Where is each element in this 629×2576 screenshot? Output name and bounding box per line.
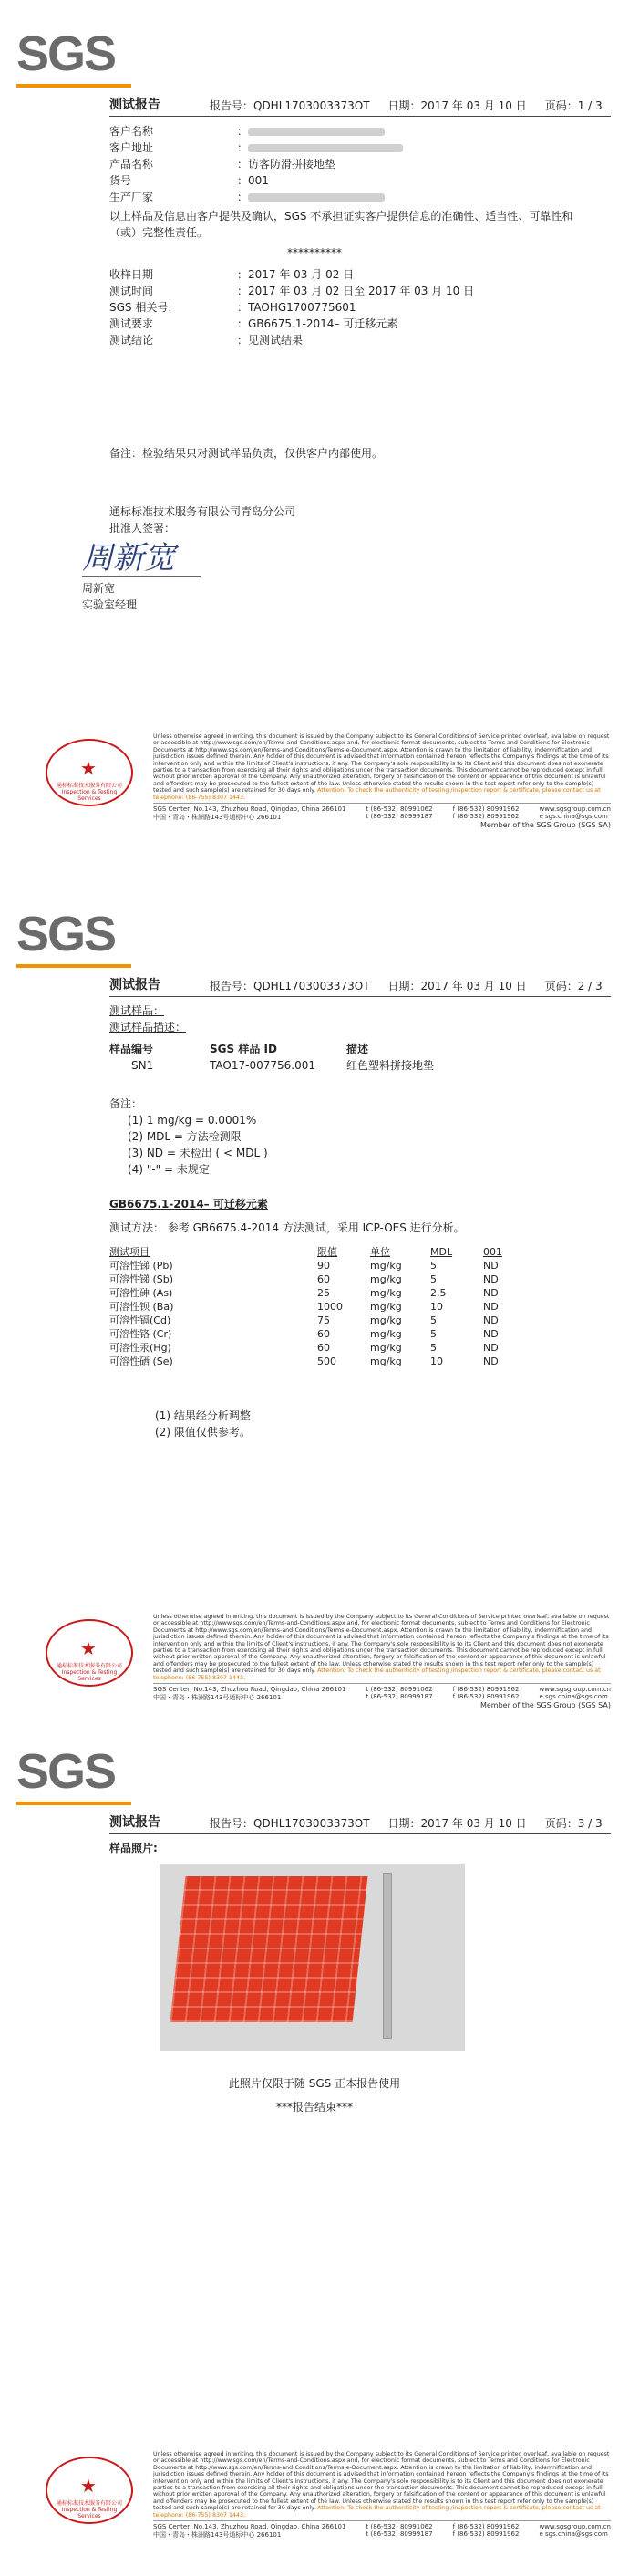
photo-caption: 此照片仅限于随 SGS 正本报告使用 (228, 2077, 401, 2090)
page-header (109, 1814, 611, 1834)
report-title: 测试报告 (109, 1815, 160, 1830)
red-mat-image (170, 1876, 368, 2022)
client-info (109, 123, 593, 205)
photo-label: 样品照片: (109, 1842, 158, 1854)
company-seal: ★ 通标标准技术服务有限公司 Inspection & Testing Services (46, 2457, 133, 2524)
terms-text: Unless otherwise agreed in writing, this document is issued by the Company subject to its General Conditions of Service printed overleaf, available on request or accessible at http://www.sgs.com/en/Terms-and-Conditions.aspx and, for electronic format documents, subject to Terms and Conditions for Electronic Documents at http://www.sgs.com/en/Terms-and-Conditions/Terms-e-Document.aspx. Attention is drawn to the limitation of liability, indemnification and jurisdiction issues defined therein. Any holder of this document is advised that information contained hereon reflects the Company's findings at the time of its intervention only and within the limits of Client's instructions, if any. The Company's sole responsibility is to its Client and this document does not exonerate parties to a transaction from exercising all their rights and obligations under the transaction documents. This document cannot be reproduced except in full, without prior written approval of the Company. Any unauthorized alteration, forgery or falsification of the content or appearance of this document is unlawful and offenders may be prosecuted to the fullest extent of the law. Unless otherwise stated the results shown in this test report refer only to the sample(s) tested and such sample(s) are retained for 30 days only. Attention: To check the authenticity of testing /inspection report & certificate, please contact us at telephone: (86-755) 8307 1443, (153, 2451, 610, 2519)
table-row: 可溶性铬 (Cr) 60 mg/kg 5 ND (109, 1328, 499, 1340)
remark-text: 备注：检验结果只对测试样品负责，仅供客户内部使用。 (109, 447, 384, 460)
star-icon: ★ (80, 757, 97, 779)
section-heading: 测试样品： (109, 1004, 165, 1017)
results-table (106, 1245, 523, 1368)
test-info (109, 266, 593, 348)
table-row: 可溶性钡 (Ba) 1000 mg/kg 10 ND (109, 1301, 499, 1313)
disclaimer-text: 以上样品及信息由客户提供及确认，SGS 不承担证实客户提供信息的准确性、适当性、可靠性和（或）完整性责任。 (109, 210, 573, 239)
info-row: SGS 相关号: ：TAOHG1700775601 (109, 301, 356, 314)
approval-label: 批准人签署： (109, 522, 176, 535)
table-header-row: 测试项目 限值 单位 MDL 001 (109, 1246, 502, 1258)
sample-row: SN1 TAO17-007756.001 红色塑料拼接地垫 (131, 1059, 435, 1072)
terms-text: Unless otherwise agreed in writing, this document is issued by the Company subject to its General Conditions of Service printed overleaf, available on request or accessible at http://www.sgs.com/en/Terms-and-Conditions.aspx and, for electronic format documents, subject to Terms and Conditions for Electronic Documents at http://www.sgs.com/en/Terms-and-Conditions/Terms-e-Document.aspx. Attention is drawn to the limitation of liability, indemnification and jurisdiction issues defined therein. Any holder of this document is advised that information contained hereon reflects the Company's findings at the time of its intervention only and within the limits of Client's instructions, if any. The Company's sole responsibility is to its Client and this document does not exonerate parties to a transaction from exercising all their rights and obligations under the transaction documents. This document cannot be reproduced except in full, without prior written approval of the Company. Any unauthorized alteration, forgery or falsification of the content or appearance of this document is unlawful and offenders may be prosecuted to the fullest extent of the law. Unless otherwise stated the results shown in this test report refer only to the sample(s) tested and such sample(s) are retained for 30 days only. Attention: To check the authenticity of testing /inspection report & certificate, please contact us at telephone: (86-755) 8307 1443, (153, 733, 610, 801)
signature: 周新宽 (82, 540, 175, 576)
page-footer (18, 2447, 611, 2548)
star-icon: ★ (80, 1637, 97, 1659)
page-footer (18, 1610, 611, 1710)
sgs-logo: SGS (16, 907, 116, 961)
section-heading: 测试样品描述： (109, 1021, 187, 1034)
report-number: 报告号：QDHL1703003373OT (210, 99, 370, 112)
report-page-2 (0, 880, 629, 1739)
report-date: 日期：2017 年 03 月 10 日 (387, 980, 527, 992)
page-header (109, 977, 611, 997)
info-row: 测试结论 ：见测试结果 (109, 334, 304, 347)
separator-stars: ********** (287, 246, 342, 259)
sgs-logo: SGS (16, 26, 116, 81)
logo-underline (16, 84, 131, 88)
client-row: 产品名称 ：访客防滑拼接地垫 (109, 158, 336, 171)
ruler-image (383, 1873, 392, 2039)
company-name: 通标标准技术服务有限公司青岛分公司 (109, 505, 296, 518)
redacted-value (248, 193, 385, 202)
report-end: ***报告结束*** (275, 2101, 353, 2114)
table-row: 可溶性镉(Cd) 75 mg/kg 5 ND (109, 1314, 499, 1326)
sgs-member-text: Member of the SGS Group (SGS SA) (479, 821, 611, 829)
info-row: 收样日期 ：2017 年 03 月 02 日 (109, 268, 355, 281)
company-seal: ★ 通标标准技术服务有限公司 Inspection & Testing Services (46, 1619, 133, 1687)
table-row: 可溶性硒 (Se) 500 mg/kg 10 ND (109, 1356, 499, 1367)
test-method: 测试方法： 参考 GB6675.4-2014 方法测试，采用 ICP-OES 进行分析。 (109, 1221, 465, 1234)
report-page-3 (0, 1718, 629, 2576)
client-row: 货号 ：001 (109, 174, 269, 187)
info-row: 测试时间 ：2017 年 03 月 02 日至 2017 年 03 月 10 日 (109, 285, 475, 297)
notes-title: 备注： (109, 1097, 143, 1110)
page-gap (0, 858, 629, 880)
client-row: 客户名称 ： (109, 123, 593, 140)
report-number: 报告号：QDHL1703003373OT (210, 980, 370, 992)
page-footer (18, 730, 611, 830)
standard-title: GB6675.1-2014– 可迁移元素 (109, 1198, 268, 1210)
page-number: 页码：1 / 3 (544, 99, 603, 112)
table-row: 可溶性锑 (Sb) 60 mg/kg 5 ND (109, 1273, 499, 1285)
page-number: 页码：2 / 3 (544, 980, 603, 992)
signature-line (82, 576, 201, 577)
page-header (109, 97, 611, 117)
report-title: 测试报告 (109, 978, 160, 992)
logo-underline (16, 964, 131, 968)
star-icon: ★ (80, 2475, 97, 2497)
table-row: 可溶性汞(Hg) 60 mg/kg 5 ND (109, 1342, 499, 1354)
report-number: 报告号：QDHL1703003373OT (210, 1817, 370, 1830)
report-page-1 (0, 0, 629, 858)
redacted-value (248, 144, 403, 152)
terms-text: Unless otherwise agreed in writing, this document is issued by the Company subject to its General Conditions of Service printed overleaf, available on request or accessible at http://www.sgs.com/en/Terms-and-Conditions.aspx and, for electronic format documents, subject to Terms and Conditions for Electronic Documents at http://www.sgs.com/en/Terms-and-Conditions/Terms-e-Document.aspx. Attention is drawn to the limitation of liability, indemnification and jurisdiction issues defined therein. Any holder of this document is advised that information contained hereon reflects the Company's findings at the time of its intervention only and within the limits of Client's instructions, if any. The Company's sole responsibility is to its Client and this document does not exonerate parties to a transaction from exercising all their rights and obligations under the transaction documents. This document cannot be reproduced except in full, without prior written approval of the Company. Any unauthorized alteration, forgery or falsification of the content or appearance of this document is unlawful and offenders may be prosecuted to the fullest extent of the law. Unless otherwise stated the results shown in this test report refer only to the sample(s) tested and such sample(s) are retained for 30 days only. Attention: To check the authenticity of testing /inspection report & certificate, please contact us at telephone: (86-755) 8307 1443, (153, 1614, 610, 1681)
address-bar: SGS Center, No.143, Zhuzhou Road, Qingdao, China 266101 中国・青岛・株洲路143号通标中心 266101 t (86-532) 80991062 t (86-532) 80999187 f (86-532) 80991962 f (86-532) 80991962 www.sgsgroup.com.cn e sgs.china@sgs.com (153, 2520, 611, 2540)
report-date: 日期：2017 年 03 月 10 日 (387, 99, 527, 112)
signer-title: 实验室经理 (82, 598, 138, 611)
client-row: 生产厂家 ： (109, 189, 593, 205)
sample-header: 样品编号 SGS 样品 ID 描述 (109, 1043, 369, 1055)
client-row: 客户地址 ： (109, 140, 593, 156)
table-row: 可溶性砷 (As) 25 mg/kg 2.5 ND (109, 1287, 499, 1299)
signer-name: 周新宽 (82, 582, 116, 595)
info-row: 测试要求 ：GB6675.1-2014– 可迁移元素 (109, 317, 398, 330)
report-date: 日期：2017 年 03 月 10 日 (387, 1817, 527, 1830)
redacted-value (248, 128, 385, 136)
footnotes: (1) 结果经分析调整 (2) 限值仅供参考。 (155, 1409, 251, 1439)
notes-list: (1) 1 mg/kg = 0.0001% (2) MDL = 方法检测限 (3) ND = 未检出 ( < MDL ) (4) "-" = 未规定 (128, 1114, 268, 1176)
company-seal: ★ 通标标准技术服务有限公司 Inspection & Testing Services (46, 739, 133, 806)
table-row: 可溶性锑 (Pb) 90 mg/kg 5 ND (109, 1260, 499, 1272)
sample-photo (160, 1864, 465, 2051)
page-number: 页码：3 / 3 (544, 1817, 603, 1830)
sgs-member-text: Member of the SGS Group (SGS SA) (479, 1701, 611, 1709)
address-bar: SGS Center, No.143, Zhuzhou Road, Qingdao, China 266101 中国・青岛・株洲路143号通标中心 266101 t (86-532) 80991062 t (86-532) 80999187 f (86-532) 80991962 f (86-532) 80991962 www.sgsgroup.com.cn e sgs.china@sgs.com (153, 1683, 611, 1702)
report-title: 测试报告 (109, 98, 160, 112)
address-bar: SGS Center, No.143, Zhuzhou Road, Qingdao, China 266101 中国・青岛・株洲路143号通标中心 266101 t (86-532) 80991062 t (86-532) 80999187 f (86-532) 80991962 f (86-532) 80991962 www.sgsgroup.com.cn e sgs.china@sgs.com (153, 803, 611, 822)
logo-underline (16, 1802, 131, 1805)
sgs-logo: SGS (16, 1744, 116, 1799)
